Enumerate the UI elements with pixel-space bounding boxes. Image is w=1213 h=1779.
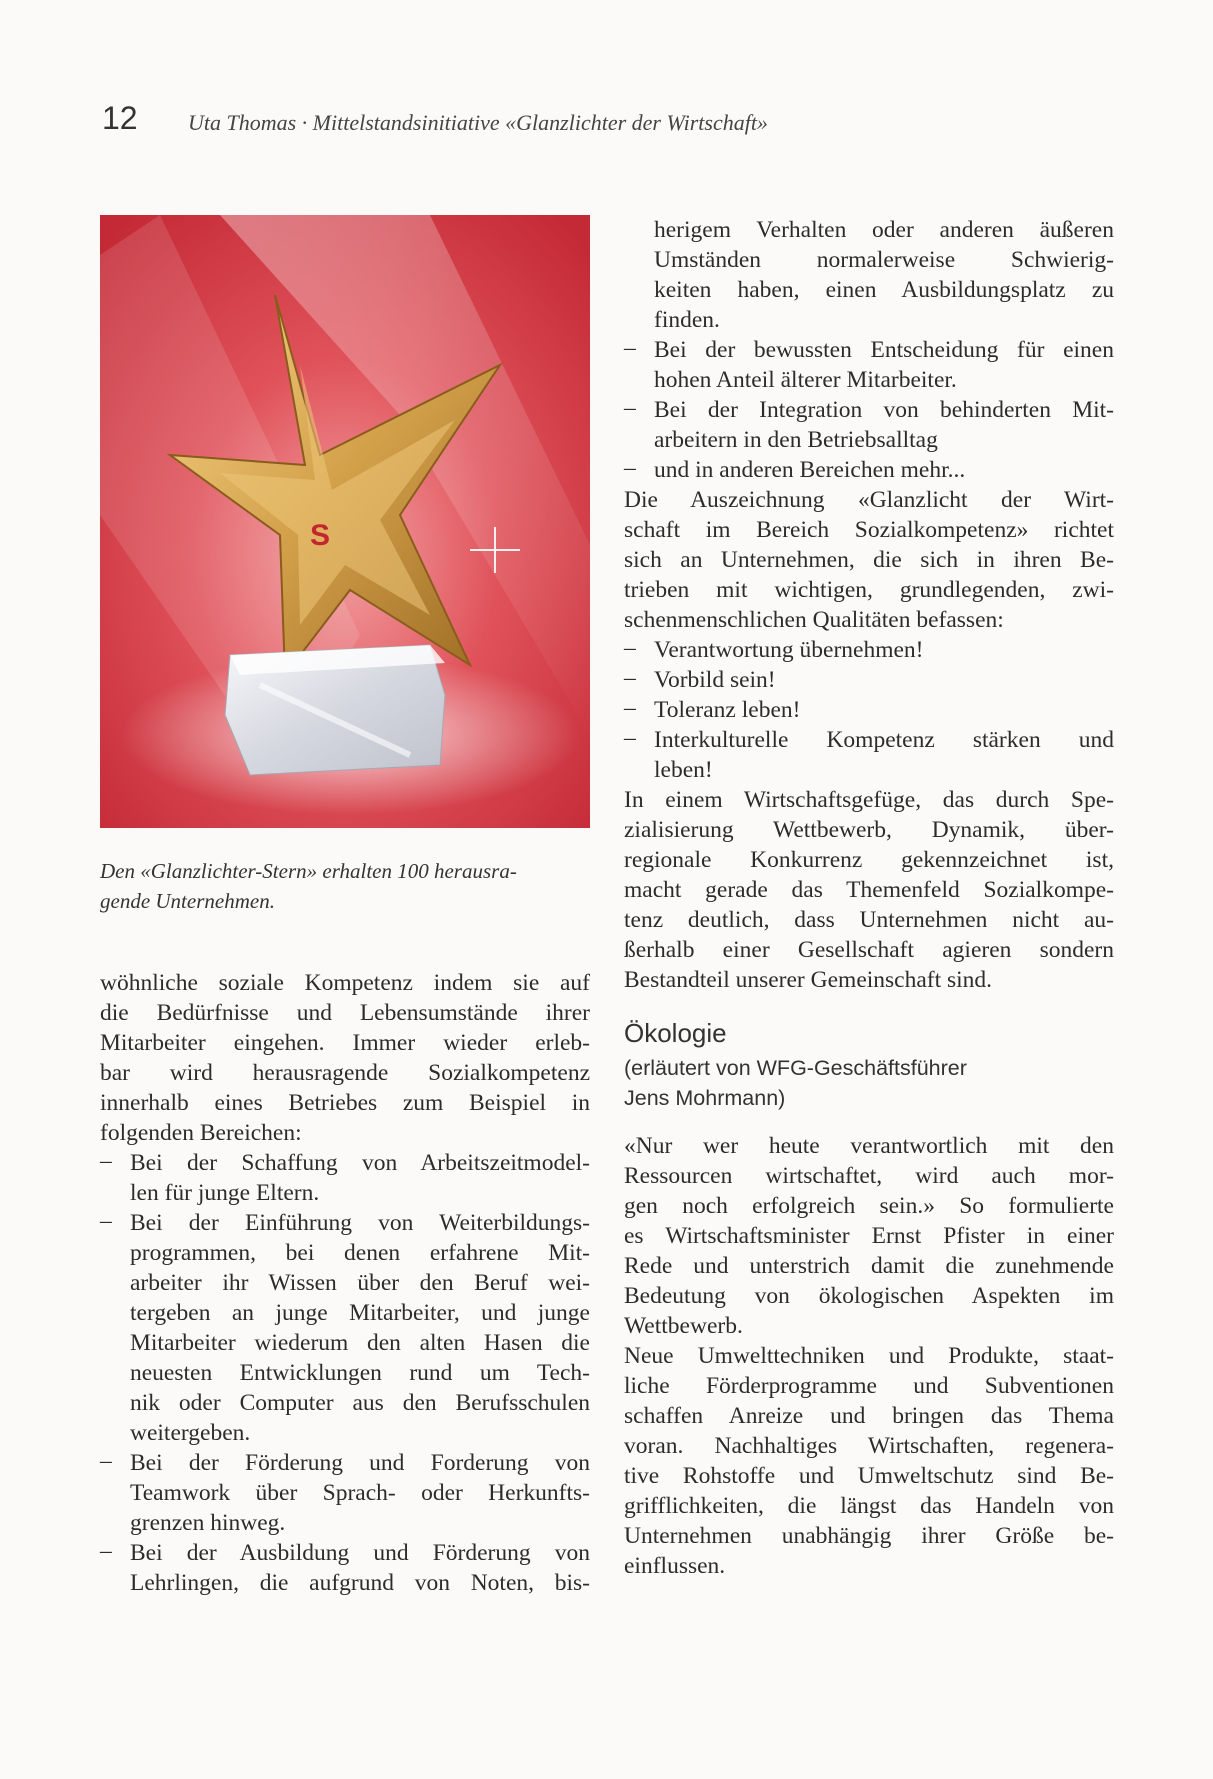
text-line: sich an Unternehmen, die sich in ihren Be- [624,547,1114,573]
text-line: und in anderen Bereichen mehr... [654,457,966,483]
list-item [100,1448,590,1538]
dash-bullet: – [100,1448,112,1474]
text-line: schenmenschlichen Qualitäten befassen: [624,607,1004,633]
text-line: tenz deutlich, dass Unternehmen nicht au- [624,907,1114,933]
section-subtitle: Jens Mohrmann) [624,1086,786,1110]
text-line: finden. [654,307,720,333]
text-line: leben! [654,757,713,783]
text-line: nik oder Computer aus den Berufsschulen [130,1390,590,1416]
text-line: Bei der Integration von behinderten Mit- [654,397,1114,423]
text-line: Unternehmen unabhängig ihrer Größe be- [624,1523,1114,1549]
text-line: liche Förderprogramme und Subventionen [624,1373,1114,1399]
text-line: In einem Wirtschaftsgefüge, das durch Spe- [624,787,1114,813]
list-item [624,635,1114,665]
dash-bullet: – [100,1148,112,1174]
caption-line: Den «Glanzlichter-Stern» erhalten 100 herausra- [100,859,517,883]
text-line: Mitarbeiter wiederum den alten Hasen die [130,1330,590,1356]
right-column [624,215,1114,1581]
text-line: Mitarbeiter eingehen. Immer wieder erleb- [100,1030,590,1056]
dash-bullet: – [624,395,636,421]
page-header [102,100,1102,140]
text-line: programmen, bei denen erfahrene Mit- [130,1240,590,1266]
text-line: Bei der bewussten Entscheidung für einen [654,337,1114,363]
text-line: Neue Umwelttechniken und Produkte, staat- [624,1343,1114,1369]
text-line: folgenden Bereichen: [100,1120,302,1146]
dash-bullet: – [624,455,636,481]
list-item [100,1148,590,1208]
dash-bullet: – [100,1208,112,1234]
svg-text:S: S [310,519,331,552]
figure-caption [100,856,600,916]
text-line: zialisierung Wettbewerb, Dynamik, über- [624,817,1114,843]
award-star-photo [100,215,590,828]
text-line: grenzen hinweg. [130,1510,286,1536]
list-item [624,335,1114,395]
running-head: Uta Thomas · Mittelstandsinitiative «Glanzlichter der Wirtschaft» [188,110,768,135]
list-item [624,665,1114,695]
list-item [624,725,1114,785]
text-line: Bei der Förderung und Forderung von [130,1450,590,1476]
dash-bullet: – [624,695,636,721]
text-line: einflussen. [624,1553,726,1579]
list-item [624,455,1114,485]
section-heading: Ökologie [624,1018,727,1048]
text-line: tergeben an junge Mitarbeiter, und junge [130,1300,590,1326]
text-line: grifflichkeiten, die längst das Handeln von [624,1493,1114,1519]
dash-bullet: – [100,1538,112,1564]
text-line: wöhnliche soziale Kompetenz indem sie auf [100,970,590,996]
left-column [100,968,590,1598]
text-line: hohen Anteil älterer Mitarbeiter. [654,367,957,393]
dash-bullet: – [624,725,636,751]
text-line: Teamwork über Sprach- oder Herkunfts- [130,1480,590,1506]
list-item [624,695,1114,725]
text-line: macht gerade das Themenfeld Sozialkompe- [624,877,1114,903]
text-line: «Nur wer heute verantwortlich mit den [624,1133,1114,1159]
page-number: 12 [102,100,138,136]
text-line: Interkulturelle Kompetenz stärken und [654,727,1114,753]
text-line: tive Rohstoffe und Umweltschutz sind Be- [624,1463,1114,1489]
list-item [100,1538,590,1598]
text-line: es Wirtschaftsminister Ernst Pfister in einer [624,1223,1114,1249]
text-line: gen noch erfolgreich sein.» So formulierte [624,1193,1114,1219]
section-subtitle: (erläutert von WFG-Geschäftsführer [624,1056,967,1080]
text-line: arbeiter ihr Wissen über den Beruf wei- [130,1270,590,1296]
list-item [624,395,1114,455]
text-line: Bei der Ausbildung und Förderung von [130,1540,590,1566]
text-line: arbeitern in den Betriebsalltag [654,427,938,453]
text-line: Toleranz leben! [654,697,801,723]
text-line: Bedeutung von ökologischen Aspekten im [624,1283,1114,1309]
text-line: Bei der Einführung von Weiterbildungs- [130,1210,590,1236]
text-line: Bei der Schaffung von Arbeitszeitmodel- [130,1150,590,1176]
text-line: Wettbewerb. [624,1313,743,1339]
text-line: keiten haben, einen Ausbildungsplatz zu [654,277,1114,303]
text-line: Umständen normalerweise Schwierig- [654,247,1114,273]
text-line: Verantwortung übernehmen! [654,637,924,663]
text-line: Vorbild sein! [654,667,776,693]
text-line: herigem Verhalten oder anderen äußeren [654,217,1114,243]
text-line: Ressourcen wirtschaftet, wird auch mor- [624,1163,1114,1189]
text-line: weitergeben. [130,1420,251,1446]
text-line: die Bedürfnisse und Lebensumstände ihrer [100,1000,590,1026]
text-line: Lehrlingen, die aufgrund von Noten, bis- [130,1570,590,1596]
text-line: innerhalb eines Betriebes zum Beispiel in [100,1090,590,1116]
dash-bullet: – [624,665,636,691]
list-item [100,1208,590,1448]
text-line: voran. Nachhaltiges Wirtschaften, regenera- [624,1433,1114,1459]
dash-bullet: – [624,335,636,361]
text-line: schaft im Bereich Sozialkompetenz» richtet [624,517,1114,543]
text-line: len für junge Eltern. [130,1180,320,1206]
text-line: ßerhalb einer Gesellschaft agieren sondern [624,937,1114,963]
text-line: regionale Konkurrenz gekennzeichnet ist, [624,847,1114,873]
text-line: bar wird herausragende Sozialkompetenz [100,1060,590,1086]
text-line: trieben mit wichtigen, grundlegenden, zwi- [624,577,1114,603]
text-line: Bestandteil unserer Gemeinschaft sind. [624,967,993,993]
text-line: schaffen Anreize und bringen das Thema [624,1403,1114,1429]
dash-bullet: – [624,635,636,661]
text-line: neuesten Entwicklungen rund um Tech- [130,1360,590,1386]
caption-line: gende Unternehmen. [100,889,275,913]
text-line: Rede und unterstrich damit die zunehmende [624,1253,1114,1279]
text-line: Die Auszeichnung «Glanzlicht der Wirt- [624,487,1114,513]
